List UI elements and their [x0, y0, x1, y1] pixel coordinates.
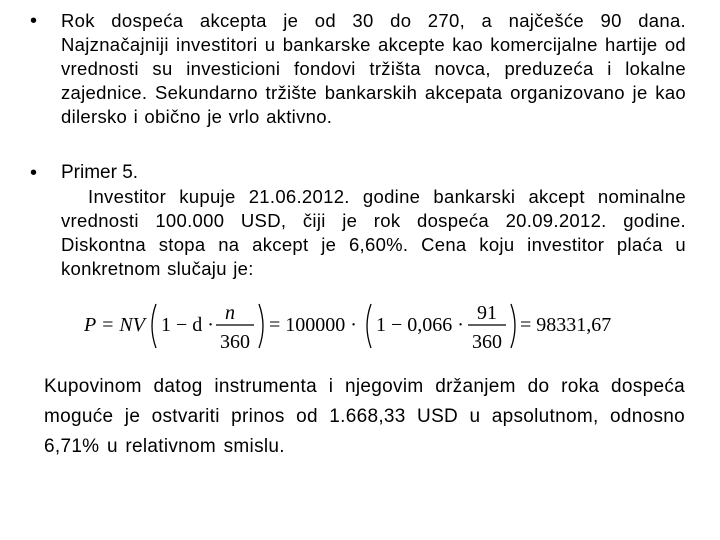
- bullet-item-maturity: [30, 9, 686, 129]
- bullet-item-example: [30, 161, 686, 281]
- conclusion-paragraph: Kupovinom datog instrumenta i njegovim držanjem do roka dospeća moguće je ostvariti prinos od 1.668,33 USD u apsolutnom, odnosno 6,71% u relativnom smislu.: [44, 376, 685, 457]
- example-text: Investitor kupuje 21.06.2012. godine bankarski akcept nominalne vrednosti 100.000 USD, čiji je rok dospeća 20.09.2012. godine. Diskontna stopa na akcept je 6,60%. Cena koju investitor plaća u konkretnom slučaju je:: [61, 186, 686, 279]
- paren-open-1: [152, 304, 156, 348]
- formula-nominal-value: = 100000 ·: [269, 314, 357, 336]
- fraction1-numerator: n: [225, 302, 235, 324]
- bullet-icon: •: [30, 162, 38, 184]
- formula-lhs: P = NV: [84, 314, 145, 336]
- paragraph-maturity: Rok dospeća akcepta je od 30 do 270, a najčešće 90 dana. Najznačajniji investitori u bankarske akcepte kao komercijalne hartije od vrednosti su investicioni fondovi tržišta novca, preduzeća i lokalne zajednice. Sekundarno tržište bankarskih akcepata organizovano je kao dilersko i obično je vrlo aktivno.: [61, 10, 686, 127]
- fraction2-denominator: 360: [472, 331, 502, 353]
- fraction1-denominator: 360: [220, 331, 250, 353]
- paren-close-1: [259, 304, 263, 348]
- example-heading: Primer 5.: [61, 162, 139, 183]
- formula-one-minus-rate: 1 − 0,066 ·: [376, 314, 464, 336]
- bullet-icon: •: [30, 10, 38, 32]
- price-formula: [84, 296, 624, 356]
- paren-close-2: [511, 304, 515, 348]
- formula-one-minus-d: 1 − d ·: [161, 314, 214, 336]
- fraction2-numerator: 91: [477, 302, 497, 324]
- formula-result: = 98331,67: [520, 314, 612, 336]
- paren-open-2: [367, 304, 371, 348]
